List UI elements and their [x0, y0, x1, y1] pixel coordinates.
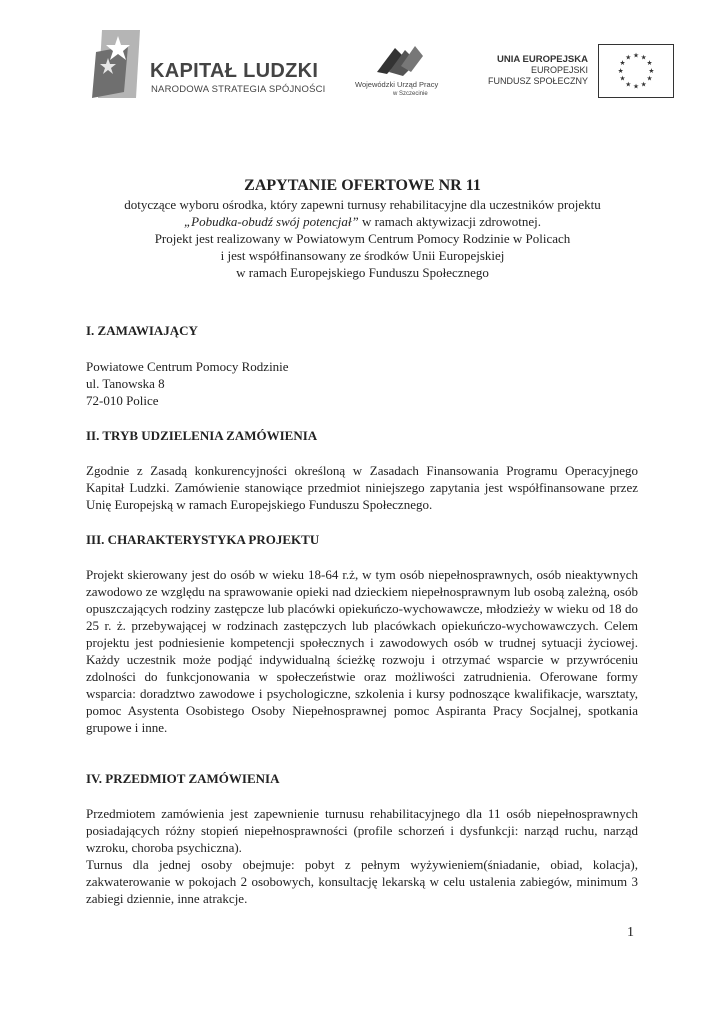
zamawiajacy-name: Powiatowe Centrum Pomocy Rodzinie [86, 359, 289, 374]
section-przedmiot-text1: Przedmiotem zamówienia jest zapewnienie turnusu rehabilitacyjnego dla 11 osób niepełnosprawnych posiadających różny stopień niepełnosprawności (profile schorzeń i dysfunkcji: narząd ruchu, narząd wzroku, choroba psychiczna). [86, 806, 638, 855]
svg-text:★: ★ [619, 59, 626, 68]
eu-line3: FUNDUSZ SPOŁECZNY [487, 76, 588, 86]
svg-text:★: ★ [640, 80, 647, 89]
svg-text:★: ★ [646, 59, 653, 68]
eu-flag-icon [598, 44, 674, 98]
svg-text:★: ★ [617, 66, 624, 75]
svg-text:★: ★ [632, 82, 640, 91]
eu-line2: EUROPEJSKI [530, 65, 588, 75]
eu-logo [478, 44, 674, 100]
svg-text:★: ★ [625, 53, 632, 62]
section-tryb-heading: II. TRYB UDZIELENIA ZAMÓWIENIA [86, 428, 318, 443]
section-przedmiot-text2: Turnus dla jednej osoby obejmuje: pobyt z pełnym wyżywieniem(śniadanie, obiad, kolacja), zakwaterowanie w pokojach 2 osobowych, konsultację lekarską w celu ustalenia zabiegów, minimum 3 zabiegi dziennie, inne atrakcje. [86, 857, 638, 906]
title-line4: i jest współfinansowany ze środków Unii Europejskiej [220, 248, 505, 263]
eu-text [488, 54, 588, 87]
header-logos [0, 0, 725, 110]
svg-text:★: ★ [648, 66, 655, 75]
document-title: ZAPYTANIE OFERTOWE NR 11 [244, 177, 481, 194]
title-line2-rest: w ramach aktywizacji zdrowotnej. [358, 214, 542, 229]
title-line2 [60, 213, 665, 230]
title-line5: w ramach Europejskiego Funduszu Społecznego [236, 265, 489, 280]
kapital-ludzki-title: KAPITAŁ LUDZKI [150, 60, 319, 82]
kapital-ludzki-subtitle: NARODOWA STRATEGIA SPÓJNOŚCI [151, 84, 326, 95]
svg-text:★: ★ [646, 74, 653, 83]
title-block [60, 176, 665, 281]
section-zamawiajacy-heading: I. ZAMAWIAJĄCY [86, 323, 198, 338]
wup-city: w Szczecinie [393, 91, 428, 97]
wup-emblem-icon [375, 42, 425, 76]
svg-text:★: ★ [640, 53, 647, 62]
zamawiajacy-street: ul. Tanowska 8 [86, 376, 165, 391]
kapital-ludzki-emblem-icon [88, 30, 144, 98]
wup-name: Wojewódzki Urząd Pracy [355, 80, 439, 89]
page-number: 1 [627, 925, 634, 940]
section-charakterystyka-heading: III. CHARAKTERYSTYKA PROJEKTU [86, 532, 320, 547]
section-przedmiot-heading: IV. PRZEDMIOT ZAMÓWIENIA [86, 771, 280, 786]
svg-text:★: ★ [625, 80, 632, 89]
section-tryb-text: Zgodnie z Zasadą konkurencyjności określoną w Zasadach Finansowania Programu Operacyjnego Kapitał Ludzki. Zamówienie stanowiące przedmiot niniejszego zapytania jest współfinansowane przez Unię Europejską w ramach Europejskiego Funduszu Społecznego. [86, 463, 638, 512]
svg-text:★: ★ [619, 74, 626, 83]
eu-line1: UNIA EUROPEJSKA [497, 54, 588, 65]
title-line3: Projekt jest realizowany w Powiatowym Centrum Pomocy Rodzinie w Policach [154, 231, 571, 246]
title-line1: dotyczące wyboru ośrodka, który zapewni turnusy rehabilitacyjne dla uczestników projektu [124, 197, 601, 212]
kapital-ludzki-logo [88, 30, 328, 105]
wup-logo [355, 40, 440, 102]
document-body [86, 322, 638, 907]
section-charakterystyka-text: Projekt skierowany jest do osób w wieku 18-64 r.ż, w tym osób niepełnosprawnych, osób nieaktywnych zawodowo ze względu na sprawowanie opieki nad dzieckiem niepełnosprawnym lub osobą zależną, osób opuszczających rodziny zastępcze lub placówki opiekuńczo-wychowawcze, młodzieży w wieku od 18 do 25 r. ż. przebywającej w rodzinach zastępczych lub placówkach opiekuńczo-wychowawczych. Celem projektu jest podniesienie kompetencji społecznych i zawodowych osób w trudnej sytuacji życiowej. Każdy uczestnik może podjąć indywidualną ścieżkę rozwoju i otrzymać wsparcie w przywróceniu zdolności do funkcjonowania w społeczeństwie oraz możliwości zatrudnienia. Oferowane formy wsparcia: doradztwo zawodowe i psychologiczne, szkolenia i kursy podnoszące kwalifikacje, warsztaty, pomoc Asystenta Osobistego Osoby Niepełnosprawnej pomoc Aspiranta Pracy Socjalnej, spotkania grupowe i inne. [86, 567, 638, 735]
zamawiajacy-city: 72-010 Police [86, 393, 159, 408]
project-name: „Pobudka-obudź swój potencjał” [183, 214, 359, 229]
svg-text:★: ★ [632, 51, 640, 60]
